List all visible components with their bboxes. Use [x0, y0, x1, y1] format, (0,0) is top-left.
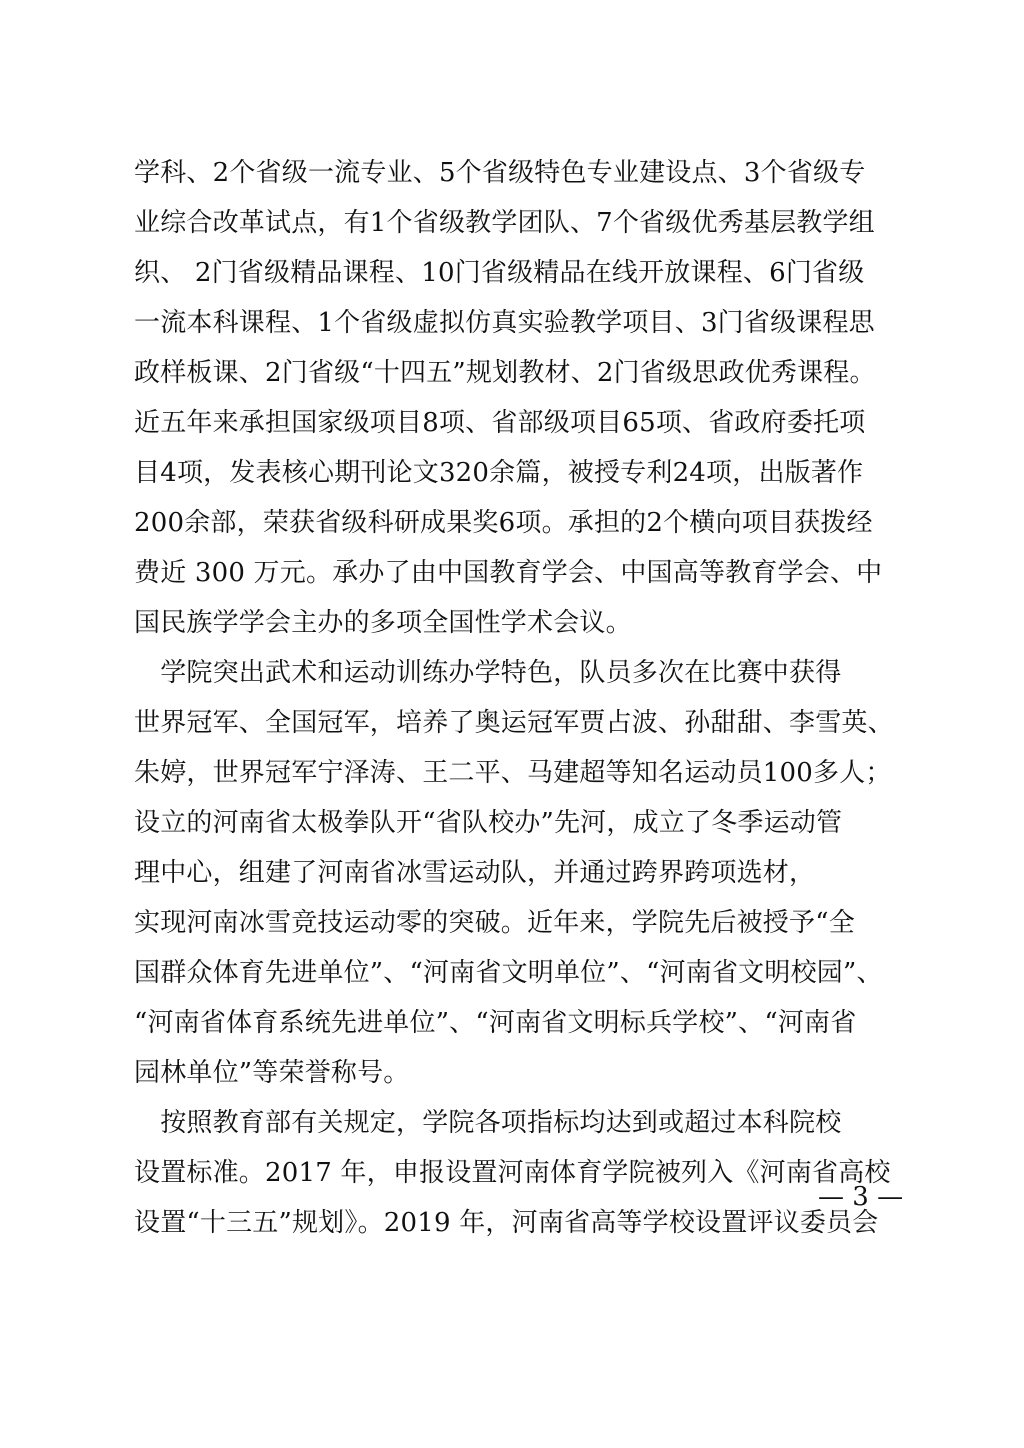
text-line: 理中心，组建了河南省冰雪运动队，并通过跨界跨项选材， — [134, 858, 816, 888]
text-line: 设置“十三五”规划》。2019 年，河南省高等学校设置评议委员会 — [134, 1208, 879, 1238]
text-line: 实现河南冰雪竞技运动零的突破。近年来，学院先后被授予“全 — [134, 908, 855, 938]
text-line: 学院突出武术和运动训练办学特色，队员多次在比赛中获得 — [134, 658, 842, 688]
page-number: — 3 — — [818, 1182, 904, 1212]
text-line: 近五年来承担国家级项目8项、省部级项目65项、省政府委托项 — [134, 408, 866, 438]
text-line: 按照教育部有关规定，学院各项指标均达到或超过本科院校 — [134, 1108, 842, 1138]
text-line: 国民族学学会主办的多项全国性学术会议。 — [134, 608, 632, 638]
text-line: 织、 2门省级精品课程、10门省级精品在线开放课程、6门省级 — [134, 258, 865, 288]
text-line: 200余部，荣获省级科研成果奖6项。承担的2个横向项目获拨经 — [134, 508, 873, 538]
text-line: 费近 300 万元。承办了由中国教育学会、中国高等教育学会、中 — [134, 558, 883, 588]
text-line: 园林单位”等荣誉称号。 — [134, 1058, 410, 1088]
document-body — [134, 148, 909, 1248]
text-line: 业综合改革试点，有1个省级教学团队、7个省级优秀基层教学组 — [134, 208, 875, 238]
text-line: 政样板课、2门省级“十四五”规划教材、2门省级思政优秀课程。 — [134, 358, 876, 388]
text-line: 学科、2个省级一流专业、5个省级特色专业建设点、3个省级专 — [134, 158, 866, 188]
text-line: 设立的河南省太极拳队开“省队校办”先河，成立了冬季运动管 — [134, 808, 843, 838]
text-line: 目4项，发表核心期刊论文320余篇，被授专利24项，出版著作 — [134, 458, 864, 488]
text-line: 设置标准。2017 年，申报设置河南体育学院被列入《河南省高校 — [134, 1158, 891, 1188]
text-line: “河南省体育系统先进单位”、“河南省文明标兵学校”、“河南省 — [134, 1008, 857, 1038]
text-line: 一流本科课程、1个省级虚拟仿真实验教学项目、3门省级课程思 — [134, 308, 875, 338]
text-line: 世界冠军、全国冠军，培养了奥运冠军贾占波、孙甜甜、李雪英、 — [134, 708, 894, 738]
text-line: 朱婷，世界冠军宁泽涛、王二平、马建超等知名运动员100多人； — [134, 758, 892, 788]
text-line: 国群众体育先进单位”、“河南省文明单位”、“河南省文明校园”、 — [134, 958, 883, 988]
